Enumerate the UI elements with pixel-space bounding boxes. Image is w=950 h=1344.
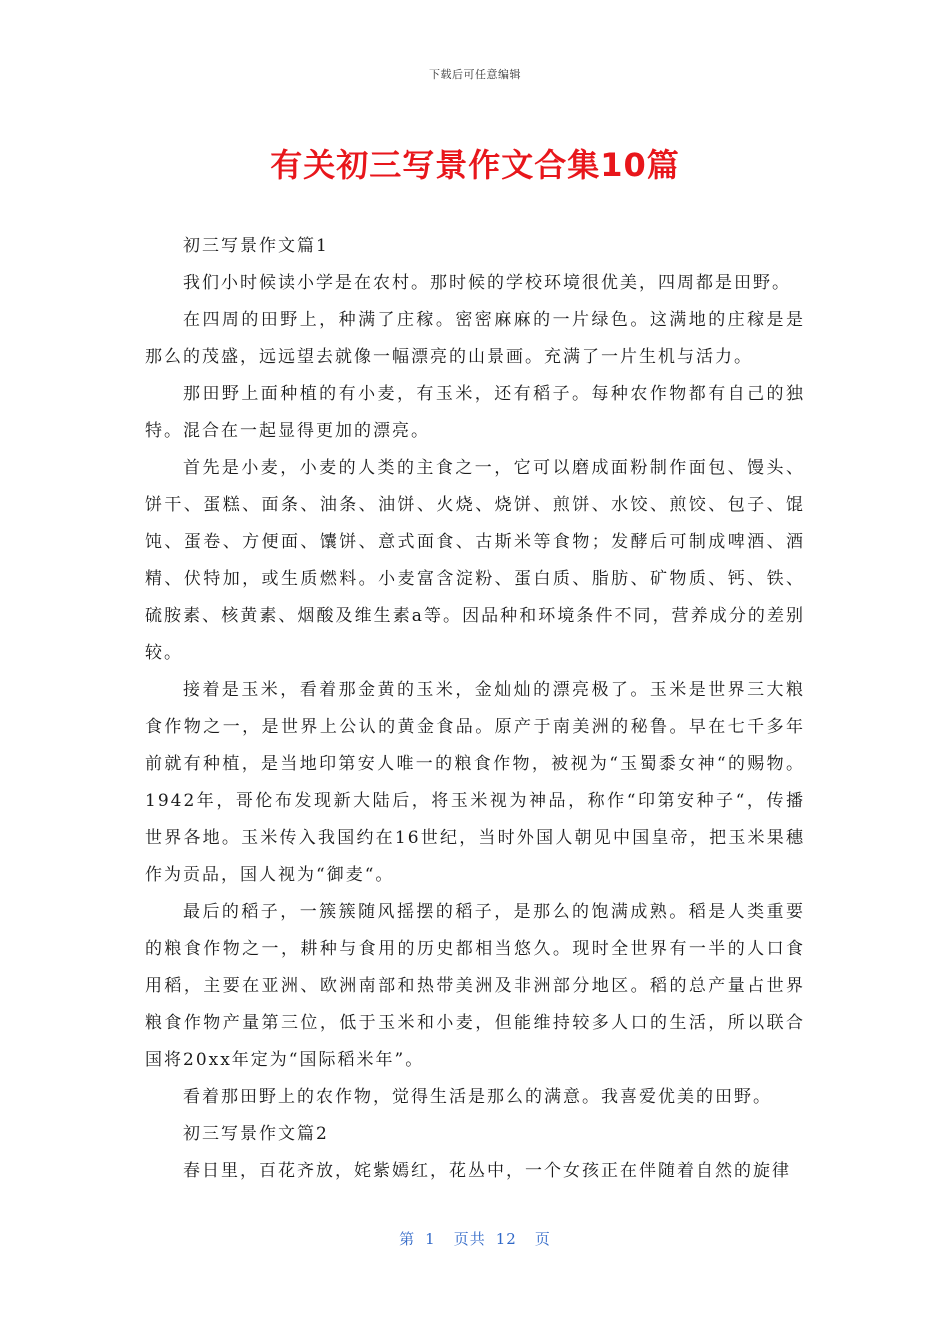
footer-middle: 页共 <box>453 1230 486 1248</box>
paragraph: 我们小时候读小学是在农村。那时候的学校环境很优美，四周都是田野。 <box>183 273 791 293</box>
paragraph: 那田野上面种植的有小麦，有玉米，还有稻子。每种农作物都有自己的独特。混合在一起显得更加的漂亮。 <box>145 384 805 441</box>
document-title: 有关初三写景作文合集10篇 <box>270 146 680 184</box>
paragraph: 看着那田野上的农作物，觉得生活是那么的满意。我喜爱优美的田野。 <box>183 1087 772 1107</box>
paragraph: 春日里，百花齐放，姹紫嫣红，花丛中，一个女孩正在伴随着自然的旋律 <box>183 1161 791 1181</box>
page-footer <box>0 1228 950 1249</box>
footer-prefix: 第 <box>399 1230 416 1248</box>
section-heading-2: 初三写景作文篇2 <box>183 1124 329 1144</box>
paragraph: 最后的稻子，一簇簇随风摇摆的稻子，是那么的饱满成熟。稻是人类重要的粮食作物之一，耕种与食用的历史都相当悠久。现时全世界有一半的人口食用稻，主要在亚洲、欧洲南部和热带美洲及非洲部分地区。稻的总产量占世界粮食作物产量第三位，低于玉米和小麦，但能维持较多人口的生活，所以联合国将20xx年定为“国际稻米年”。 <box>145 902 805 1070</box>
footer-total-pages: 12 <box>495 1230 517 1248</box>
paragraph: 在四周的田野上，种满了庄稼。密密麻麻的一片绿色。这满地的庄稼是是那么的茂盛，远远望去就像一幅漂亮的山景画。充满了一片生机与活力。 <box>145 310 805 367</box>
paragraph: 接着是玉米，看着那金黄的玉米，金灿灿的漂亮极了。玉米是世界三大粮食作物之一，是世界上公认的黄金食品。原产于南美洲的秘鲁。早在七千多年前就有种植，是当地印第安人唯一的粮食作物，被视为“玉蜀黍女神“的赐物。1942年，哥伦布发现新大陆后，将玉米视为神品，称作“印第安种子“，传播世界各地。玉米传入我国约在16世纪，当时外国人朝见中国皇帝，把玉米果穗作为贡品，国人视为“御麦“。 <box>145 680 805 885</box>
document-body <box>145 228 805 1190</box>
header-note: 下载后可任意编辑 <box>429 68 521 81</box>
section-heading-1: 初三写景作文篇1 <box>183 236 329 256</box>
footer-page-number: 1 <box>425 1230 436 1248</box>
footer-suffix: 页 <box>534 1230 551 1248</box>
paragraph: 首先是小麦，小麦的人类的主食之一，它可以磨成面粉制作面包、馒头、饼干、蛋糕、面条、油条、油饼、火烧、烧饼、煎饼、水饺、煎饺、包子、馄饨、蛋卷、方便面、馕饼、意式面食、古斯米等食物；发酵后可制成啤酒、酒精、伏特加，或生质燃料。小麦富含淀粉、蛋白质、脂肪、矿物质、钙、铁、硫胺素、核黄素、烟酸及维生素a等。因品种和环境条件不同，营养成分的差别较。 <box>145 458 805 663</box>
